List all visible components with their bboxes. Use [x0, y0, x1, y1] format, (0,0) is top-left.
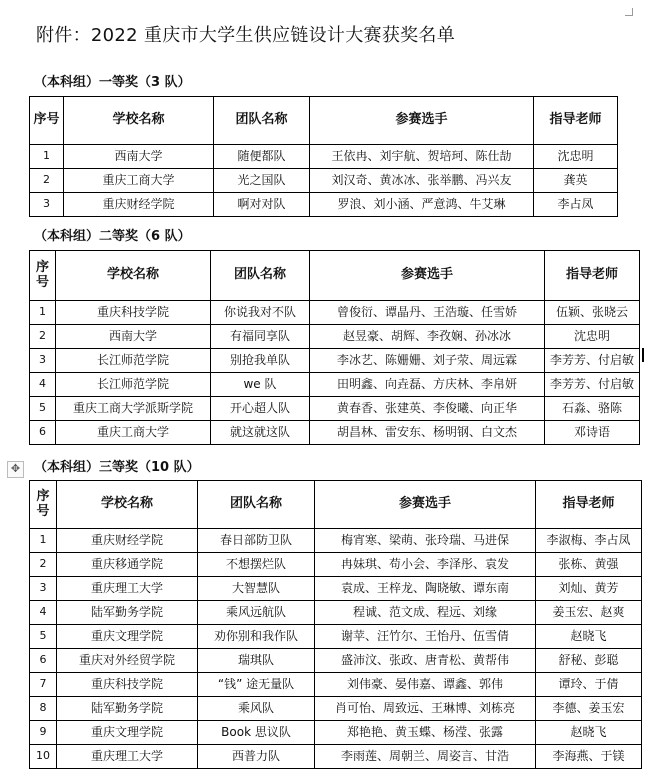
table-row	[30, 169, 618, 193]
table-row	[30, 649, 642, 673]
row-no: 6	[30, 649, 57, 673]
row-members: 李冰艺、陈姗姗、刘子荥、周远霖	[310, 349, 545, 373]
row-no: 2	[30, 169, 64, 193]
row-members: 田明鑫、向垚磊、方庆林、李帛妍	[310, 373, 545, 397]
row-team: 就这就这队	[211, 421, 310, 445]
header-advisor: 指导老师	[536, 481, 642, 529]
row-members: 刘伟豪、晏伟嘉、谭鑫、郭伟	[315, 673, 536, 697]
row-advisor: 李芳芳、付启敏	[545, 349, 640, 373]
row-no: 10	[30, 745, 57, 769]
row-no: 8	[30, 697, 57, 721]
row-team: 不想摆烂队	[198, 553, 315, 577]
row-school: 重庆科技学院	[57, 673, 198, 697]
row-members: 袁成、王梓龙、陶晓敏、谭东南	[315, 577, 536, 601]
table-row	[30, 601, 642, 625]
page-title: 附件：2022 重庆市大学生供应链设计大赛获奖名单	[36, 25, 456, 46]
row-advisor: 刘灿、黄芳	[536, 577, 642, 601]
table-row	[30, 349, 640, 373]
table-header-row	[30, 97, 618, 145]
row-members: 罗浪、刘小涵、严意鸿、牛艾琳	[310, 193, 534, 217]
row-no: 1	[30, 145, 64, 169]
row-team: 劝你别和我作队	[198, 625, 315, 649]
row-advisor: 李占凤	[534, 193, 618, 217]
row-school: 重庆理工大学	[57, 577, 198, 601]
row-no: 5	[30, 625, 57, 649]
text-cursor	[642, 348, 644, 362]
row-members: 梅宵寒、梁萌、张玲瑞、马进保	[315, 529, 536, 553]
table-row	[30, 745, 642, 769]
table-row	[30, 625, 642, 649]
row-school: 重庆财经学院	[64, 193, 214, 217]
table-row	[30, 697, 642, 721]
row-school: 陆军勤务学院	[57, 697, 198, 721]
row-team: 你说我对不队	[211, 301, 310, 325]
row-team: 啊对对队	[214, 193, 310, 217]
row-members: 赵昱豪、胡辉、李孜娴、孙冰冰	[310, 325, 545, 349]
row-no: 9	[30, 721, 57, 745]
row-members: 刘汉奇、黄冰冰、张举鹏、冯兴友	[310, 169, 534, 193]
row-members: 肖可怡、周致远、王琳博、刘栋亮	[315, 697, 536, 721]
header-advisor: 指导老师	[545, 251, 640, 301]
row-advisor: 邓诗语	[545, 421, 640, 445]
row-team: 有福同享队	[211, 325, 310, 349]
row-school: 重庆文理学院	[57, 721, 198, 745]
row-no: 4	[30, 373, 56, 397]
table-row	[30, 397, 640, 421]
row-advisor: 赵晓飞	[536, 721, 642, 745]
section-heading-second-prize: （本科组）二等奖（6 队）	[34, 229, 191, 244]
row-team: 乘风远航队	[198, 601, 315, 625]
row-no: 1	[30, 529, 57, 553]
header-school: 学校名称	[64, 97, 214, 145]
row-members: 郑艳艳、黄玉蝶、杨滢、张露	[315, 721, 536, 745]
row-no: 7	[30, 673, 57, 697]
second-prize-table	[29, 250, 640, 445]
row-advisor: 沈忠明	[545, 325, 640, 349]
row-advisor: 石淼、骆陈	[545, 397, 640, 421]
row-team: 别抢我单队	[211, 349, 310, 373]
row-team: 春日部防卫队	[198, 529, 315, 553]
row-advisor: 舒秘、彭聪	[536, 649, 642, 673]
row-team: 大智慧队	[198, 577, 315, 601]
row-no: 1	[30, 301, 56, 325]
header-members: 参赛选手	[310, 251, 545, 301]
header-team: 团队名称	[211, 251, 310, 301]
row-advisor: 李德、姜玉宏	[536, 697, 642, 721]
row-advisor: 龚英	[534, 169, 618, 193]
row-advisor: 谭玲、于倩	[536, 673, 642, 697]
third-prize-table	[29, 480, 642, 769]
row-team: Book 思议队	[198, 721, 315, 745]
page-corner-mark	[625, 8, 633, 16]
table-row	[30, 421, 640, 445]
row-no: 3	[30, 349, 56, 373]
table-row	[30, 325, 640, 349]
header-advisor: 指导老师	[534, 97, 618, 145]
row-school: 西南大学	[64, 145, 214, 169]
row-advisor: 沈忠明	[534, 145, 618, 169]
table-row	[30, 673, 642, 697]
table-row	[30, 301, 640, 325]
row-school: 重庆财经学院	[57, 529, 198, 553]
table-row	[30, 193, 618, 217]
row-school: 重庆工商大学	[56, 421, 211, 445]
header-members: 参赛选手	[310, 97, 534, 145]
row-no: 3	[30, 577, 57, 601]
row-team: 乘风队	[198, 697, 315, 721]
row-advisor: 张栋、黄强	[536, 553, 642, 577]
header-no: 序号	[30, 481, 57, 529]
row-school: 重庆文理学院	[57, 625, 198, 649]
row-members: 盛沛汶、张政、唐青松、黄帮伟	[315, 649, 536, 673]
header-school: 学校名称	[56, 251, 211, 301]
row-team: 西普力队	[198, 745, 315, 769]
row-school: 重庆对外经贸学院	[57, 649, 198, 673]
row-members: 李雨莲、周朝兰、周姿言、甘浩	[315, 745, 536, 769]
row-members: 曾俊衍、谭晶丹、王浩璇、任雪娇	[310, 301, 545, 325]
table-header-row	[30, 481, 642, 529]
row-school: 重庆工商大学	[64, 169, 214, 193]
header-members: 参赛选手	[315, 481, 536, 529]
row-advisor: 李海燕、于镁	[536, 745, 642, 769]
row-team: we 队	[211, 373, 310, 397]
table-row	[30, 373, 640, 397]
row-members: 胡昌林、雷安东、杨明钢、白文杰	[310, 421, 545, 445]
header-no: 序号	[30, 251, 56, 301]
row-school: 陆军勤务学院	[57, 601, 198, 625]
table-row	[30, 553, 642, 577]
first-prize-table	[29, 96, 618, 217]
row-team: “钱” 途无量队	[198, 673, 315, 697]
row-advisor: 姜玉宏、赵爽	[536, 601, 642, 625]
row-team: 开心超人队	[211, 397, 310, 421]
table-row	[30, 577, 642, 601]
table-row	[30, 145, 618, 169]
row-school: 重庆科技学院	[56, 301, 211, 325]
row-members: 程诚、范文成、程远、刘缘	[315, 601, 536, 625]
header-team: 团队名称	[198, 481, 315, 529]
header-school: 学校名称	[57, 481, 198, 529]
row-school: 重庆移通学院	[57, 553, 198, 577]
row-no: 2	[30, 325, 56, 349]
row-school: 长江师范学院	[56, 373, 211, 397]
row-team: 光之国队	[214, 169, 310, 193]
row-school: 重庆理工大学	[57, 745, 198, 769]
header-no: 序号	[30, 97, 64, 145]
row-no: 5	[30, 397, 56, 421]
row-members: 黄春香、张建英、李俊曦、向正华	[310, 397, 545, 421]
row-members: 王依冉、刘宇航、贺培珂、陈仕劼	[310, 145, 534, 169]
row-no: 2	[30, 553, 57, 577]
row-no: 6	[30, 421, 56, 445]
table-row	[30, 529, 642, 553]
row-school: 西南大学	[56, 325, 211, 349]
row-no: 3	[30, 193, 64, 217]
row-members: 冉妹琪、苟小会、李泽彤、袁发	[315, 553, 536, 577]
row-no: 4	[30, 601, 57, 625]
row-team: 随便都队	[214, 145, 310, 169]
row-advisor: 李芳芳、付启敏	[545, 373, 640, 397]
table-header-row	[30, 251, 640, 301]
row-advisor: 李淑梅、李占凤	[536, 529, 642, 553]
row-advisor: 伍颖、张晓云	[545, 301, 640, 325]
row-school: 长江师范学院	[56, 349, 211, 373]
row-members: 谢苹、汪竹尔、王怡丹、伍雪倩	[315, 625, 536, 649]
table-move-handle-icon[interactable]: ✥	[7, 461, 24, 478]
row-advisor: 赵晓飞	[536, 625, 642, 649]
row-team: 瑞琪队	[198, 649, 315, 673]
header-team: 团队名称	[214, 97, 310, 145]
row-school: 重庆工商大学派斯学院	[56, 397, 211, 421]
section-heading-third-prize: （本科组）三等奖（10 队）	[34, 460, 200, 475]
section-heading-first-prize: （本科组）一等奖（3 队）	[34, 75, 191, 90]
table-row	[30, 721, 642, 745]
